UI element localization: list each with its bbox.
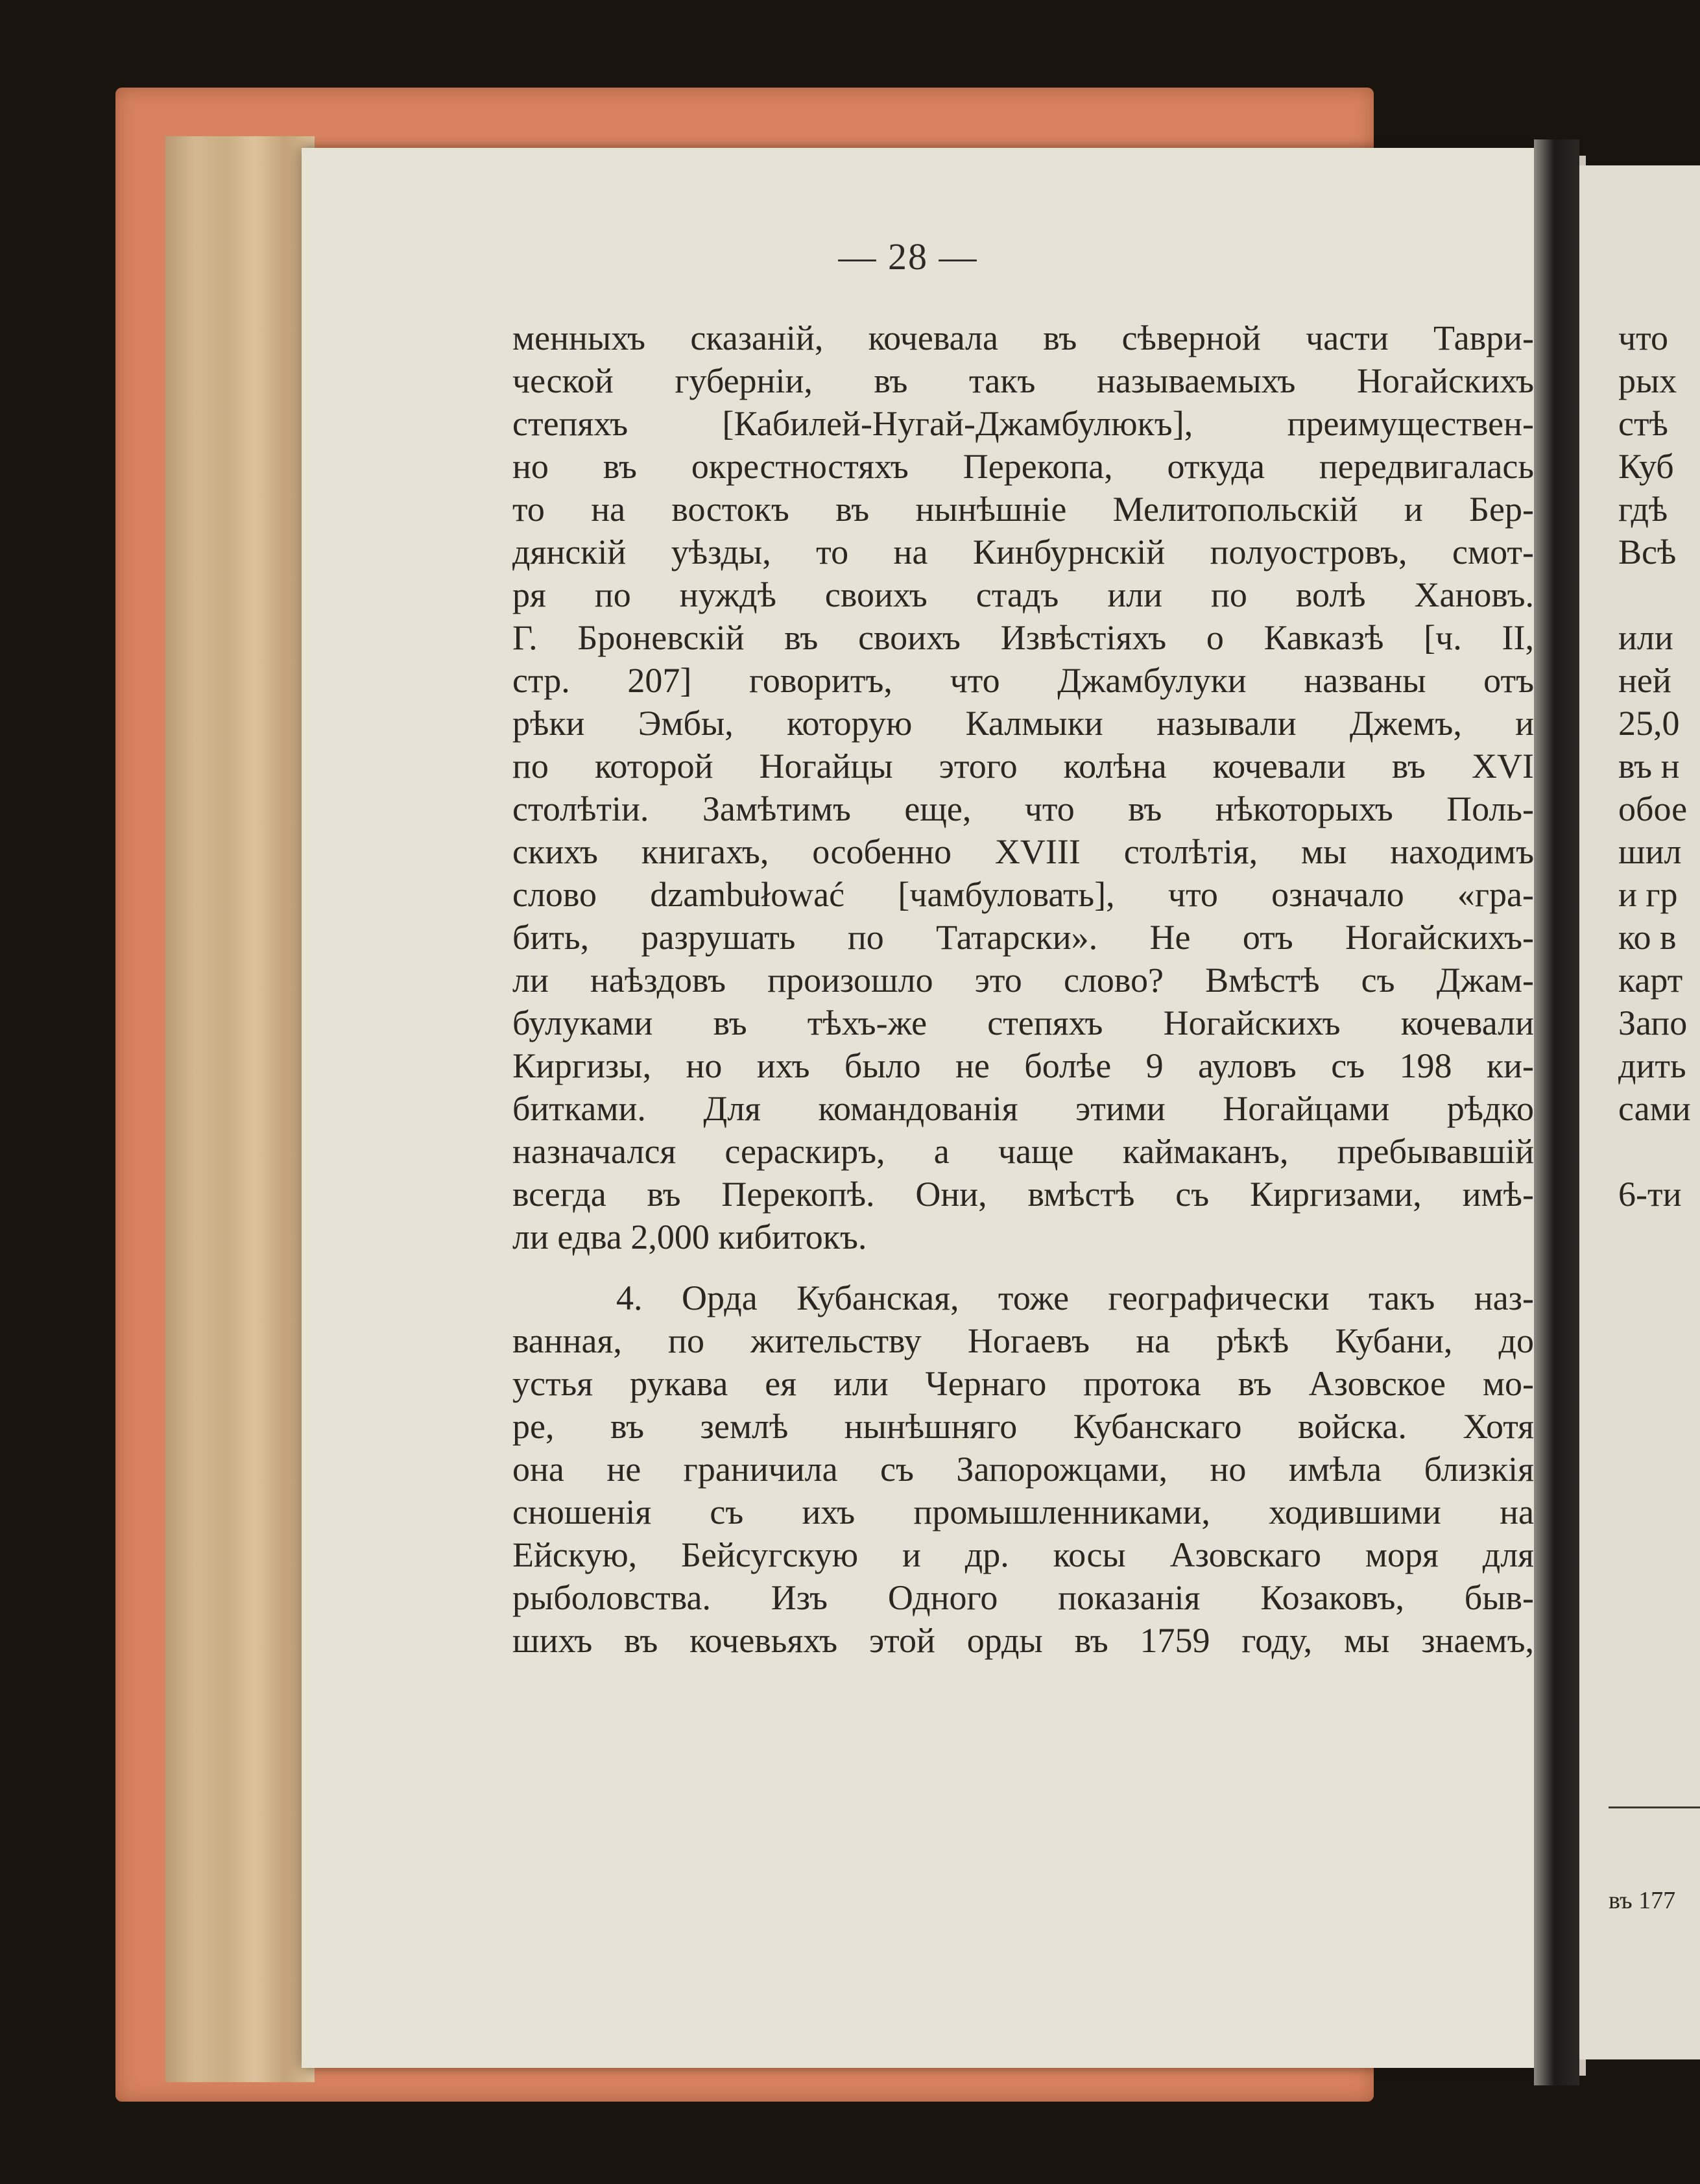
facing-fragment: рых — [1618, 361, 1677, 400]
text-line: она не граничила съ Запорожцами, но имѣла близкія — [512, 1450, 1534, 1489]
section-start-line: 4. Орда Кубанская, тоже географически такъ наз- — [616, 1278, 1534, 1317]
text-line: дянскій уѣзды, то на Кинбурнскій полуостровъ, смот- — [512, 533, 1534, 571]
facing-fragment: что — [1618, 318, 1669, 357]
text-line: битками. Для командованія этими Ногайцами рѣдко — [512, 1089, 1534, 1128]
text-line: скихъ книгахъ, особенно XVIII столѣтія, мы находимъ — [512, 832, 1534, 871]
text-line: Г. Броневскій въ своихъ Извѣстіяхъ о Кавказѣ [ч. II, — [512, 618, 1534, 657]
facing-page-text — [1618, 317, 1700, 1216]
page-text — [512, 317, 1534, 1662]
book-gutter — [1534, 139, 1579, 2085]
text-line: назначался сераскиръ, а чаще каймаканъ, пребывавшій — [512, 1132, 1534, 1171]
text-line: рѣки Эмбы, которую Калмыки называли Джемъ, и — [512, 704, 1534, 743]
text-line: ря по нуждѣ своихъ стадъ или по волѣ Хановъ. — [512, 575, 1534, 614]
facing-footnote: въ 177 — [1609, 1887, 1676, 1914]
facing-fragment: 6-ти — [1618, 1175, 1682, 1214]
text-line: ванная, по жительству Ногаевъ на рѣкѣ Кубани, до — [512, 1321, 1534, 1360]
facing-fragment: шил — [1618, 832, 1682, 871]
text-line: бить, разрушать по Татарски». Не отъ Ногайскихъ- — [512, 918, 1534, 957]
text-line: всегда въ Перекопѣ. Они, вмѣстѣ съ Киргизами, имѣ- — [512, 1175, 1534, 1214]
text-line: ре, въ землѣ нынѣшняго Кубанскаго войска. Хотя — [512, 1407, 1534, 1446]
facing-fragment: Всѣ — [1618, 533, 1677, 571]
text-line: рыболовства. Изъ Одного показанія Козаковъ, быв- — [512, 1578, 1534, 1617]
facing-fragment: дить — [1618, 1046, 1686, 1085]
text-line: Ейскую, Бейсугскую и др. косы Азовскаго моря для — [512, 1535, 1534, 1574]
facing-fragment: въ н — [1618, 747, 1680, 786]
text-line: по которой Ногайцы этого колѣна кочевали въ XVI — [512, 747, 1534, 786]
facing-fragment: Запо — [1618, 1003, 1688, 1042]
text-line: ли едва 2,000 кибитокъ. — [512, 1218, 867, 1256]
facing-fragment: карт — [1618, 961, 1683, 1000]
text-line: стр. 207] говоритъ, что Джамбулуки названы отъ — [512, 661, 1534, 700]
text-line: ли наѣздовъ произошло это слово? Вмѣстѣ съ Джам- — [512, 961, 1534, 1000]
facing-fragment: Куб — [1618, 447, 1674, 486]
page-number: — 28 — — [838, 235, 978, 278]
text-line: слово dzambułować [чамбуловать], что означало «гра- — [512, 875, 1534, 914]
facing-fragment: ней — [1618, 661, 1671, 700]
text-line: булуками въ тѣхъ-же степяхъ Ногайскихъ кочевали — [512, 1003, 1534, 1042]
text-line: шихъ въ кочевьяхъ этой орды въ 1759 году, мы знаемъ, — [512, 1621, 1534, 1660]
text-line: менныхъ сказаній, кочевала въ сѣверной части Таври- — [512, 318, 1534, 357]
facing-fragment: или — [1618, 618, 1673, 657]
facing-fragment: ко в — [1618, 918, 1677, 957]
text-line: то на востокъ въ нынѣшніе Мелитопольскій и Бер- — [512, 490, 1534, 529]
page-edges — [165, 136, 315, 2082]
facing-fragment: стѣ — [1618, 404, 1668, 443]
facing-fragment: сами — [1618, 1089, 1691, 1128]
text-line: степяхъ [Кабилей-Нугай-Джамбулюкъ], преимуществен- — [512, 404, 1534, 443]
facing-fragment — [1618, 573, 1700, 616]
facing-fragment: 25,0 — [1618, 704, 1680, 743]
text-line: сношенія съ ихъ промышленниками, ходившими на — [512, 1493, 1534, 1531]
text-line: столѣтіи. Замѣтимъ еще, что въ нѣкоторыхъ Поль- — [512, 789, 1534, 828]
text-line: Киргизы, но ихъ было не болѣе 9 ауловъ съ 198 ки- — [512, 1046, 1534, 1085]
footnote-rule — [1609, 1806, 1700, 1808]
text-line: но въ окрестностяхъ Перекопа, откуда передвигалась — [512, 447, 1534, 486]
facing-fragment — [1618, 1130, 1700, 1173]
facing-fragment: гдѣ — [1618, 490, 1668, 529]
text-line: устья рукава ея или Чернаго протока въ Азовское мо- — [512, 1364, 1534, 1403]
facing-fragment: и гр — [1618, 875, 1678, 914]
facing-fragment: обое — [1618, 789, 1688, 828]
text-line: ческой губерніи, въ такъ называемыхъ Ногайскихъ — [512, 361, 1534, 400]
